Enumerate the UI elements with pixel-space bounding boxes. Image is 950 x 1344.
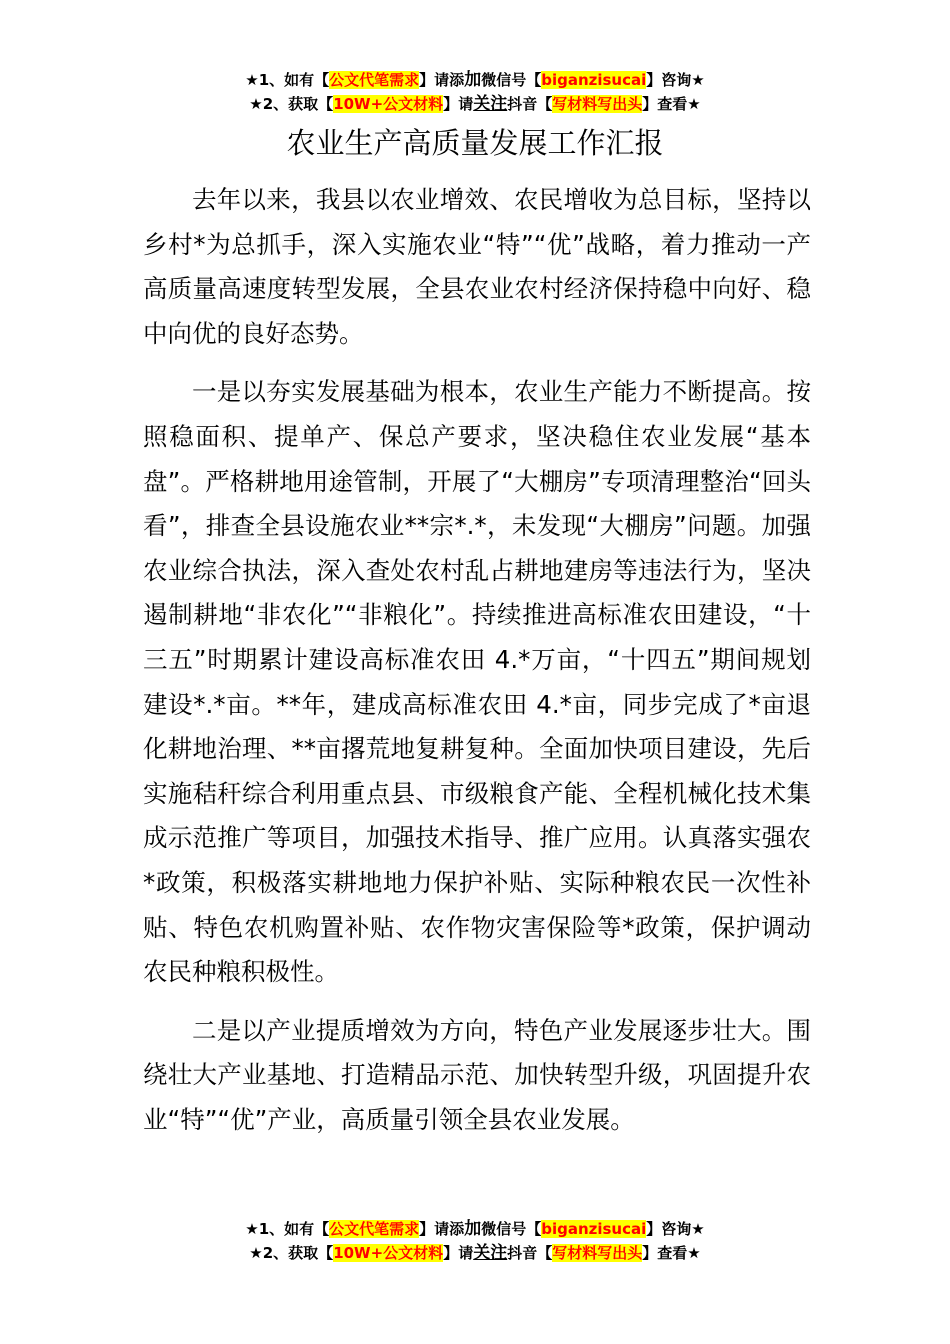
star-icon: ★ [245,1220,259,1238]
promo-text: 2、获取【 [262,1244,334,1262]
promo-text: 】咨询 [646,71,692,89]
star-icon: ★ [687,1244,701,1262]
promo-emphasis: 关注 [473,1243,508,1263]
promo-text: 】查看 [642,1244,688,1262]
promo-text: 】咨询 [646,1220,692,1238]
promo-line-2 [0,1241,950,1265]
star-icon: ★ [245,71,259,89]
promo-emphasis: 加 [464,70,482,90]
promo-highlight: 公文代笔需求 [329,1220,420,1238]
promo-text: 1、如有【 [258,71,330,89]
promo-text: 】请 [443,95,474,113]
promo-emphasis: 加 [464,1219,482,1239]
promo-wechat-id: biganzisucai [541,71,647,89]
paragraph-section-2: 二是以产业提质增效为方向，特色产业发展逐步壮大。围绕壮大产业基地、打造精品示范、加快转型升级，巩固提升农业“特”“优”产业，高质量引领全县农业发展。 [143,1015,811,1134]
star-icon: ★ [249,1244,263,1262]
promo-highlight: 10W+公文材料 [333,1244,444,1262]
promo-text: 抖音【 [507,1244,553,1262]
promo-text: 抖音【 [507,95,553,113]
promo-highlight: 公文代笔需求 [329,71,420,89]
promo-text: 微信号【 [481,1220,542,1238]
promo-wechat-id: biganzisucai [541,1220,647,1238]
header-promo-banner [0,68,950,116]
promo-line-1 [0,1217,950,1241]
promo-text: 1、如有【 [258,1220,330,1238]
star-icon: ★ [687,95,701,113]
promo-highlight: 10W+公文材料 [333,95,444,113]
promo-douyin-id: 写材料写出头 [552,1244,643,1262]
star-icon: ★ [691,1220,705,1238]
promo-emphasis: 关注 [473,94,508,114]
paragraph-section-1: 一是以夯实发展基础为根本，农业生产能力不断提高。按照稳面积、提单产、保总产要求，坚决稳住农业发展“基本盘”。严格耕地用途管制，开展了“大棚房”专项清理整治“回头看”，排查全县设施农业**宗*.*，未发现“大棚房”问题。加强农业综合执法，深入查处农村乱占耕地建房等违法行为，坚决遏制耕地“非农化”“非粮化”。持续推进高标准农田建设，“十三五”时期累计建设高标准农田 4.*万亩，“十四五”期间规划建设*.*亩。**年，建成高标准农田 4.*亩，同步完成了*亩退化耕地治理、**亩撂荒地复耕复种。全面加快项目建设，先后实施秸秆综合利用重点县、市级粮食产能、全程机械化技术集成示范推广等项目，加强技术指导、推广应用。认真落实强农*政策，积极落实耕地地力保护补贴、实际种粮农民一次性补贴、特色农机购置补贴、农作物灾害保险等*政策，保护调动农民种粮积极性。 [143,377,811,987]
star-icon: ★ [249,95,263,113]
promo-text: 】查看 [642,95,688,113]
promo-text: 2、获取【 [262,95,334,113]
document-body [143,178,811,1156]
promo-line-1 [0,68,950,92]
paragraph-intro: 去年以来，我县以农业增效、农民增收为总目标，坚持以乡村*为总抓手，深入实施农业“特”“优”战略，着力推动一产高质量高速度转型发展，全县农业农村经济保持稳中向好、稳中向优的良好态势。 [143,185,811,348]
promo-text: 微信号【 [481,71,542,89]
promo-douyin-id: 写材料写出头 [552,95,643,113]
footer-promo-banner [0,1217,950,1265]
promo-line-2 [0,92,950,116]
promo-text: 】请添 [419,71,465,89]
promo-text: 】请 [443,1244,474,1262]
promo-text: 】请添 [419,1220,465,1238]
document-title: 农业生产高质量发展工作汇报 [286,126,664,160]
star-icon: ★ [691,71,705,89]
